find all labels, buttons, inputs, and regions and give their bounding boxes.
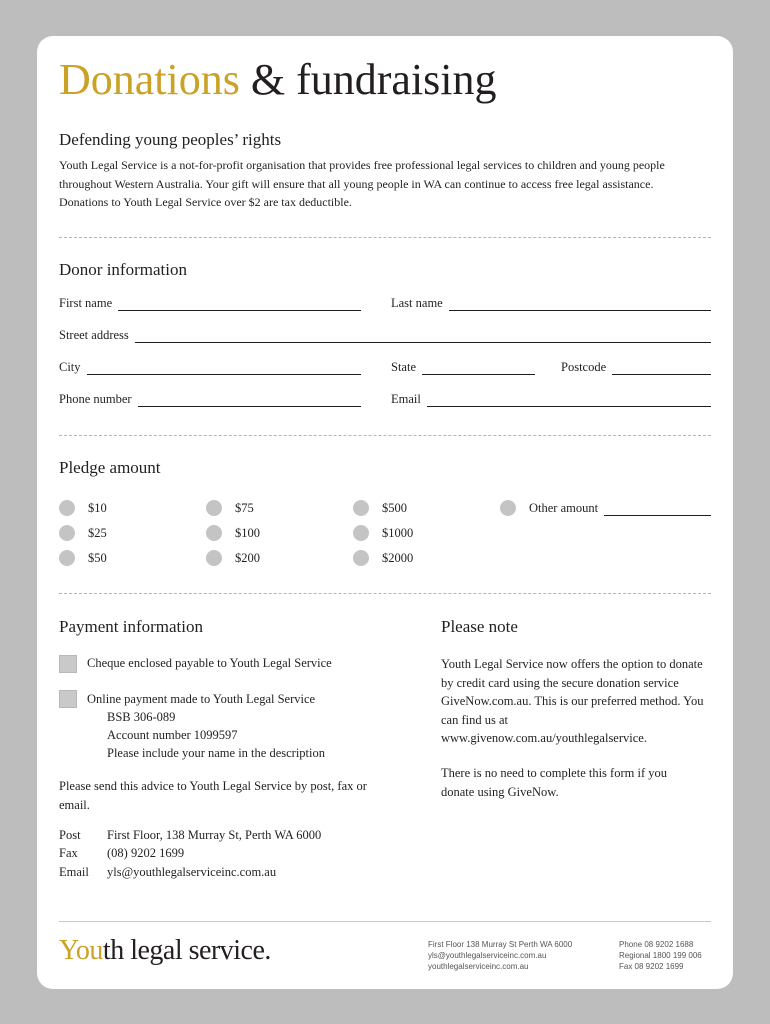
- pledge-option-label: $75: [235, 500, 254, 515]
- account-number-text: Account number 1099597: [107, 728, 238, 742]
- phone-label: Phone number: [59, 392, 132, 406]
- footer-phone: Phone 08 9202 1688: [619, 940, 694, 949]
- cheque-label: Cheque enclosed payable to Youth Legal Service: [87, 656, 332, 670]
- online-payment-checkbox[interactable]: [59, 690, 77, 708]
- other-amount-label: Other amount: [529, 500, 599, 515]
- phone-input-line[interactable]: [138, 394, 361, 407]
- first-name-input-line[interactable]: [118, 298, 361, 311]
- note-heading: Please note: [441, 617, 518, 636]
- post-address: First Floor, 138 Murray St, Perth WA 6000: [107, 828, 322, 842]
- donor-heading: Donor information: [59, 260, 187, 279]
- radio-button[interactable]: [59, 550, 75, 566]
- radio-button[interactable]: [206, 525, 222, 541]
- first-name-label: First name: [59, 296, 113, 310]
- post-label: Post: [59, 828, 81, 842]
- last-name-input-line[interactable]: [449, 298, 711, 311]
- email-input-line[interactable]: [427, 394, 711, 407]
- subtitle: Defending young peoples’ rights: [59, 130, 282, 149]
- street-address-field[interactable]: [59, 328, 711, 343]
- footer-website[interactable]: youthlegalserviceinc.com.au: [428, 962, 529, 971]
- page-title: [59, 54, 497, 105]
- pledge-option-50[interactable]: [59, 550, 107, 566]
- payment-heading: Payment information: [59, 617, 204, 636]
- pledge-option-10[interactable]: [59, 500, 107, 516]
- postcode-field[interactable]: [561, 360, 711, 375]
- radio-button[interactable]: [353, 500, 369, 516]
- city-input-line[interactable]: [87, 362, 361, 375]
- send-advice-text: Please send this advice to Youth Legal Service by post, fax or email.: [59, 779, 367, 812]
- radio-button[interactable]: [59, 500, 75, 516]
- divider: [59, 593, 711, 594]
- street-address-label: Street address: [59, 328, 129, 342]
- footer-regional: Regional 1800 199 006: [619, 951, 702, 960]
- state-label: State: [391, 360, 416, 374]
- note-paragraph-2: There is no need to complete this form if you donate using GiveNow.: [441, 766, 667, 799]
- cheque-checkbox[interactable]: [59, 655, 77, 673]
- city-label: City: [59, 360, 81, 374]
- logo-rest: th legal service.: [102, 935, 271, 966]
- radio-button[interactable]: [206, 550, 222, 566]
- footer-fax: Fax 08 9202 1699: [619, 962, 684, 971]
- pledge-option-25[interactable]: [59, 525, 107, 541]
- pledge-option-100[interactable]: [206, 525, 260, 541]
- footer-divider: [59, 921, 711, 922]
- include-name-text: Please include your name in the description: [107, 746, 325, 760]
- city-field[interactable]: [59, 360, 361, 375]
- pledge-option-label: $1000: [382, 525, 414, 540]
- radio-button[interactable]: [59, 525, 75, 541]
- pledge-option-200[interactable]: [206, 550, 260, 566]
- pledge-option-other[interactable]: [500, 500, 711, 516]
- postcode-label: Postcode: [561, 360, 607, 374]
- state-input-line[interactable]: [422, 362, 535, 375]
- footer-contact-right: [619, 939, 702, 972]
- pledge-option-label: $200: [235, 550, 260, 565]
- phone-field[interactable]: [59, 392, 361, 407]
- youth-legal-service-logo: [59, 935, 271, 967]
- radio-button[interactable]: [353, 525, 369, 541]
- radio-button[interactable]: [206, 500, 222, 516]
- radio-button[interactable]: [500, 500, 516, 516]
- last-name-label: Last name: [391, 296, 443, 310]
- state-field[interactable]: [391, 360, 535, 375]
- email-contact-label: Email: [59, 865, 89, 879]
- bsb-text: BSB 306-089: [107, 710, 176, 724]
- donation-form-card: [37, 36, 733, 989]
- street-address-input-line[interactable]: [135, 330, 711, 343]
- pledge-option-label: $2000: [382, 550, 414, 565]
- radio-button[interactable]: [353, 550, 369, 566]
- email-label: Email: [391, 392, 421, 406]
- logo-highlight: You: [59, 935, 103, 966]
- title-highlight: Donations: [59, 55, 240, 104]
- email-contact-address: yls@youthlegalserviceinc.com.au: [107, 865, 277, 879]
- footer-email[interactable]: yls@youthlegalserviceinc.com.au: [428, 951, 547, 960]
- divider: [59, 435, 711, 436]
- first-name-field[interactable]: [59, 296, 361, 311]
- divider: [59, 237, 711, 238]
- footer-contact-left: [428, 939, 572, 972]
- fax-number: (08) 9202 1699: [107, 846, 185, 860]
- pledge-heading: Pledge amount: [59, 458, 161, 477]
- fax-label: Fax: [59, 846, 78, 860]
- last-name-field[interactable]: [391, 296, 711, 311]
- pledge-option-label: $500: [382, 500, 407, 515]
- intro-text: Youth Legal Service is a not-for-profit organisation that provides free professional legal services to children and young people throughout Western Australia. Your gift will ensure that all young people in WA can continue to access free legal assistance. Donations to Youth Legal Service over $2 are tax deductible.: [59, 158, 665, 209]
- postcode-input-line[interactable]: [612, 362, 711, 375]
- pledge-option-label: $50: [88, 550, 107, 565]
- email-field[interactable]: [391, 392, 711, 407]
- footer-address: First Floor 138 Murray St Perth WA 6000: [428, 940, 573, 949]
- online-payment-label: Online payment made to Youth Legal Service: [87, 692, 316, 706]
- pledge-option-1000[interactable]: [353, 525, 413, 541]
- other-amount-input-line[interactable]: [604, 505, 711, 516]
- pledge-option-500[interactable]: [353, 500, 407, 516]
- title-rest: & fundraising: [239, 55, 497, 104]
- pledge-option-2000[interactable]: [353, 550, 413, 566]
- pledge-option-75[interactable]: [206, 500, 254, 516]
- pledge-option-label: $25: [88, 525, 107, 540]
- pledge-option-label: $100: [235, 525, 260, 540]
- note-paragraph-1: Youth Legal Service now offers the option to donate by credit card using the secure donation service GiveNow.com.au. This is our preferred method. You can find us at www.givenow.com.au/youthlegalservice.: [441, 657, 704, 745]
- pledge-option-label: $10: [88, 500, 107, 515]
